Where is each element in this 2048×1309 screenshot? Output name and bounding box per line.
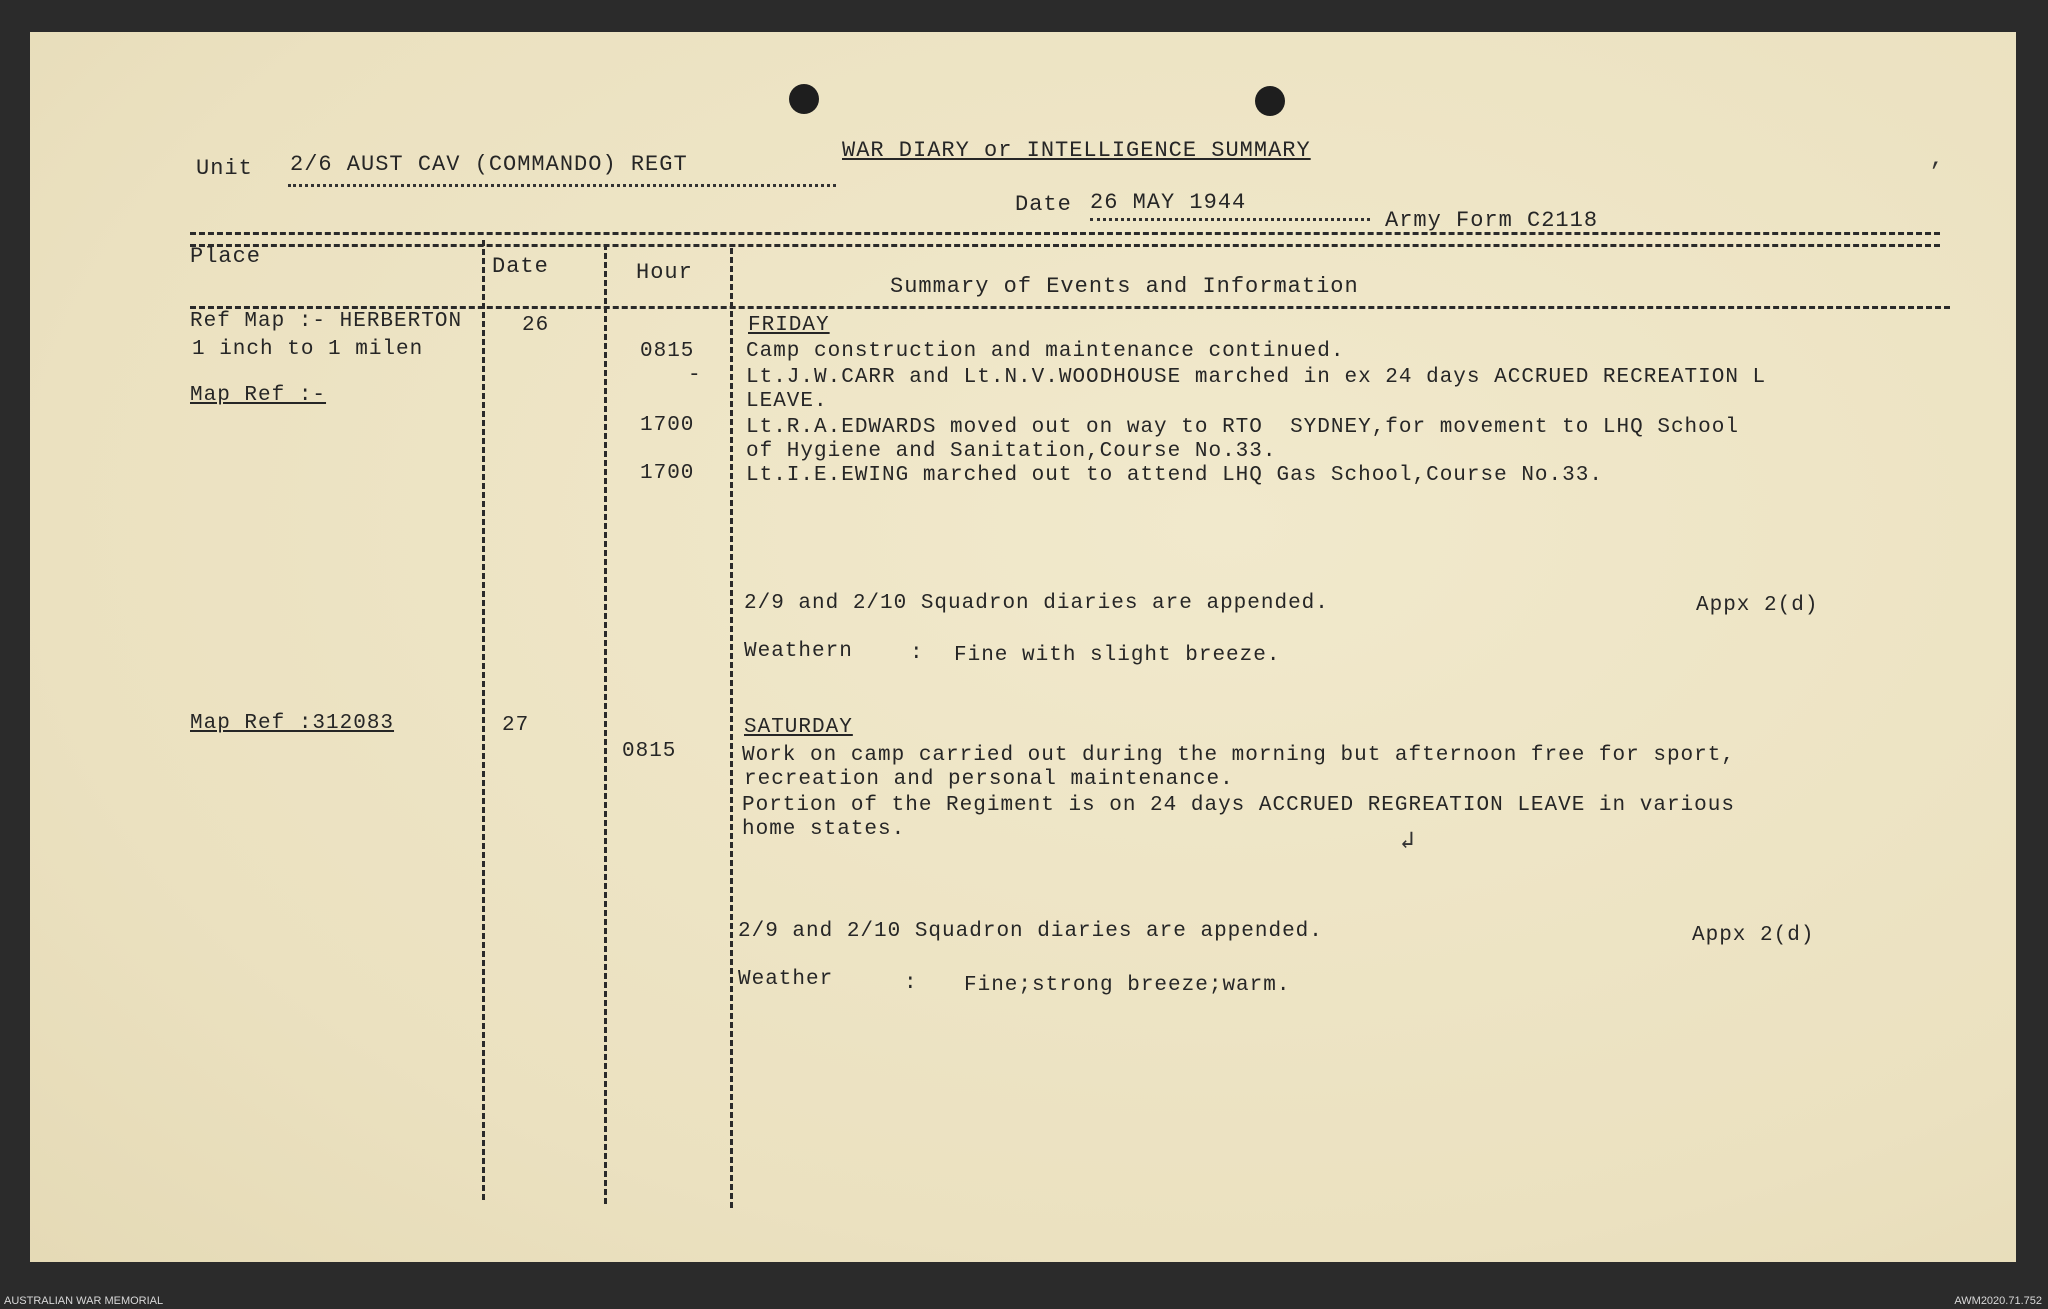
col-rule-place xyxy=(482,240,485,1200)
col-rule-hour xyxy=(730,248,733,1208)
entry1-weather-separator: : xyxy=(910,642,924,665)
entry1-line-3: LEAVE. xyxy=(746,390,828,413)
punch-hole-left xyxy=(789,84,819,114)
entry2-line-3: Portion of the Regiment is on 24 days ACCRUED REGREATION LEAVE in various xyxy=(742,794,1735,817)
unit-label: Unit xyxy=(196,156,253,181)
table-top-rule-2 xyxy=(190,244,1940,247)
ink-correction-mark: ↲ xyxy=(1400,829,1415,856)
document-title: WAR DIARY or INTELLIGENCE SUMMARY xyxy=(842,138,1311,163)
unit-value: 2/6 AUST CAV (COMMANDO) REGT xyxy=(290,152,688,177)
entry2-appendix-ref: Appx 2(d) xyxy=(1692,924,1815,947)
entry2-line-4: home states. xyxy=(742,818,906,841)
army-form-label: Army Form C2118 xyxy=(1385,208,1599,233)
entry1-hour-2: - xyxy=(688,364,702,387)
entry2-weather-label: Weather xyxy=(738,968,834,991)
entry1-hour-1: 0815 xyxy=(640,340,695,363)
entry1-place-ref-map: Ref Map :- HERBERTON xyxy=(190,310,463,333)
entry1-line-2: Lt.J.W.CARR and Lt.N.V.WOODHOUSE marched in ex 24 days ACCRUED RECREATION L xyxy=(746,366,1767,389)
entry1-appendix-ref: Appx 2(d) xyxy=(1696,594,1819,617)
entry1-line-4: Lt.R.A.EDWARDS moved out on way to RTO SYDNEY,for movement to LHQ School xyxy=(746,416,1739,439)
entry1-date: 26 xyxy=(522,314,550,337)
entry1-line-1: Camp construction and maintenance continued. xyxy=(746,340,1345,363)
entry2-weather: Fine;strong breeze;warm. xyxy=(964,974,1291,997)
entry2-diaries-note: 2/9 and 2/10 Squadron diaries are appended. xyxy=(738,920,1323,943)
date-dotted-line xyxy=(1090,218,1370,221)
entry2-line-2: recreation and personal maintenance. xyxy=(744,768,1234,791)
entry1-place-scale: 1 inch to 1 milen xyxy=(192,338,424,361)
punch-hole-right xyxy=(1255,86,1285,116)
entry1-place-map-ref: Map Ref :- xyxy=(190,384,327,407)
table-top-rule xyxy=(190,232,1940,235)
entry2-hour-1: 0815 xyxy=(622,740,677,763)
column-header-hour: Hour xyxy=(636,260,693,285)
footer-source: AUSTRALIAN WAR MEMORIAL xyxy=(4,1295,164,1307)
column-header-date: Date xyxy=(492,254,549,279)
entry2-place-map-ref: Map Ref :312083 xyxy=(190,712,395,735)
column-header-summary: Summary of Events and Information xyxy=(890,274,1359,299)
entry1-hour-3: 1700 xyxy=(640,414,695,437)
entry2-date: 27 xyxy=(502,714,530,737)
column-header-place: Place xyxy=(190,244,262,269)
entry1-line-5: of Hygiene and Sanitation,Course No.33. xyxy=(746,440,1277,463)
entry1-diaries-note: 2/9 and 2/10 Squadron diaries are appended. xyxy=(744,592,1329,615)
col-rule-date xyxy=(604,244,607,1204)
date-value: 26 MAY 1944 xyxy=(1090,190,1247,215)
entry1-weather-label: Weathern xyxy=(744,640,853,663)
entry1-day: FRIDAY xyxy=(748,314,830,337)
entry1-weather: Fine with slight breeze. xyxy=(954,644,1281,667)
entry2-day: SATURDAY xyxy=(744,716,853,739)
entry2-weather-separator: : xyxy=(904,972,918,995)
unit-dotted-line xyxy=(288,184,836,187)
entry2-line-1: Work on camp carried out during the morning but afternoon free for sport, xyxy=(742,744,1735,767)
date-label: Date xyxy=(1015,192,1072,217)
entry1-hour-4: 1700 xyxy=(640,462,695,485)
ink-mark: ’ xyxy=(1928,160,1943,187)
entry1-line-6: Lt.I.E.EWING marched out to attend LHQ Gas School,Course No.33. xyxy=(746,464,1603,487)
table-header-rule xyxy=(190,306,1950,309)
footer-accession: AWM2020.71.752 xyxy=(1954,1295,2042,1307)
